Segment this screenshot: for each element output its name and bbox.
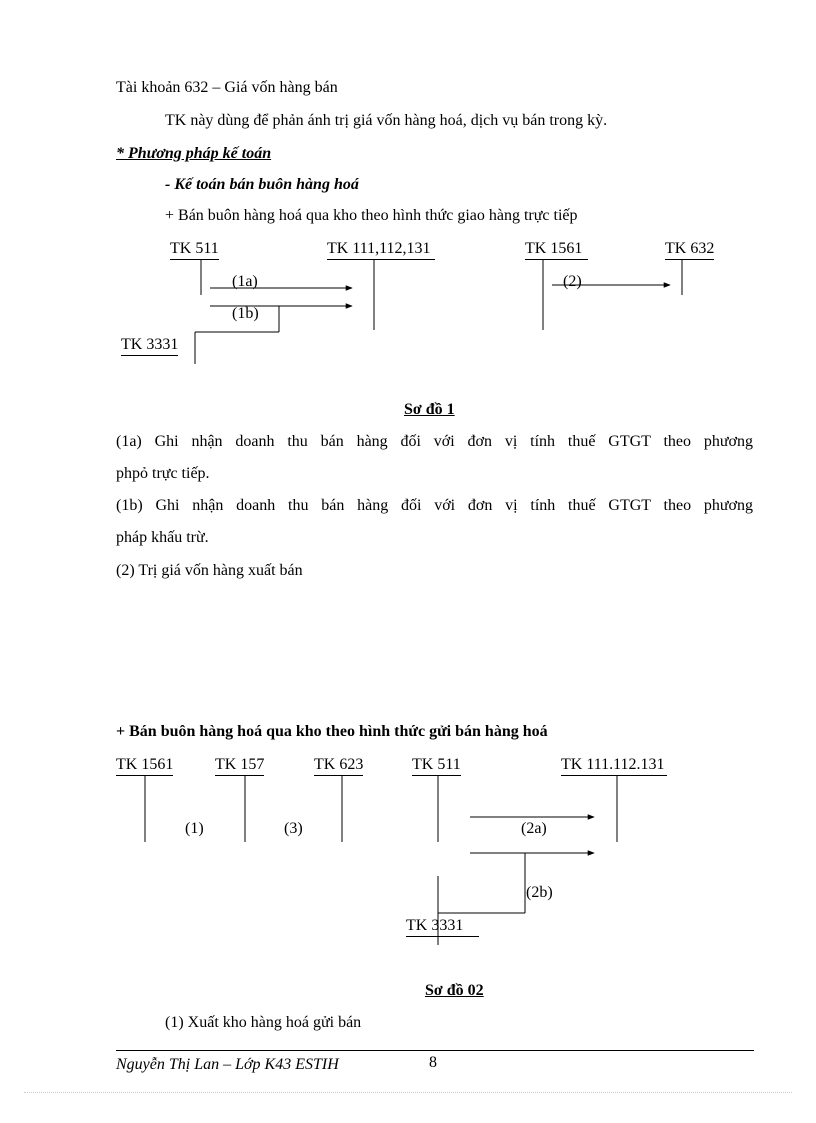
intro-text: TK này dùng để phản ánh trị giá vốn hàng hoá, dịch vụ bán trong kỳ. [165, 112, 608, 129]
d2-label-2a: (2a) [521, 820, 547, 837]
d1-label-2: (2) [563, 273, 582, 290]
d2-tk511-label: TK 511 [412, 757, 461, 776]
d2-label-2b: (2b) [526, 884, 553, 901]
note-1b-line2: pháp khấu trừ. [116, 529, 209, 546]
page-number: 8 [429, 1054, 437, 1071]
footer-rule [116, 1050, 754, 1051]
d1-tk3331-label: TK 3331 [121, 337, 178, 356]
page-bottom-dotted-edge [24, 1092, 792, 1093]
diagram2-caption [425, 983, 484, 999]
d2-tk623-label: TK 623 [314, 757, 363, 776]
d2-tk1561-label: TK 1561 [116, 757, 173, 776]
wholesale-title: - Kế toán bán buôn hàng hoá [165, 176, 359, 193]
d1-label-1b: (1b) [232, 305, 259, 322]
note-1a-line2: phpỏ trực tiếp. [116, 465, 210, 482]
note-1b-line1: (1b) Ghi nhận doanh thu bán hàng đối với đơn vị tính thuế GTGT theo phương [116, 497, 753, 514]
diagram2-caption-text: Sơ đồ 02 [425, 982, 484, 999]
d2-label-3: (3) [284, 820, 303, 837]
d1-tk111-label: TK 111,112,131 [327, 241, 435, 260]
d2-tk111-label: TK 111.112.131 [561, 757, 667, 776]
note-2: (2) Trị giá vốn hàng xuất bán [116, 562, 303, 579]
diagram1-caption-text: Sơ đồ 1 [404, 401, 455, 418]
footer-author: Nguyễn Thị Lan – Lớp K43 ESTIH [116, 1056, 339, 1073]
note-after-diagram2: (1) Xuất kho hàng hoá gửi bán [165, 1014, 362, 1031]
d1-tk1561-label: TK 1561 [525, 241, 588, 260]
d1-tk632-label: TK 632 [665, 241, 714, 260]
d2-label-1: (1) [185, 820, 204, 837]
account-heading: Tài khoản 632 – Giá vốn hàng bán [116, 79, 338, 96]
case1-title: + Bán buôn hàng hoá qua kho theo hình thức giao hàng trực tiếp [165, 207, 578, 224]
d1-tk511-label: TK 511 [170, 241, 219, 260]
d2-tk3331-label: TK 3331 [406, 918, 479, 937]
d1-label-1a: (1a) [232, 273, 258, 290]
case2-title: + Bán buôn hàng hoá qua kho theo hình thức gửi bán hàng hoá [116, 723, 548, 740]
method-title-text: * Phương pháp kế toán [116, 145, 272, 162]
note-1a-line1: (1a) Ghi nhận doanh thu bán hàng đối với đơn vị tính thuế GTGT theo phương [116, 433, 753, 450]
d2-tk157-label: TK 157 [215, 757, 264, 776]
